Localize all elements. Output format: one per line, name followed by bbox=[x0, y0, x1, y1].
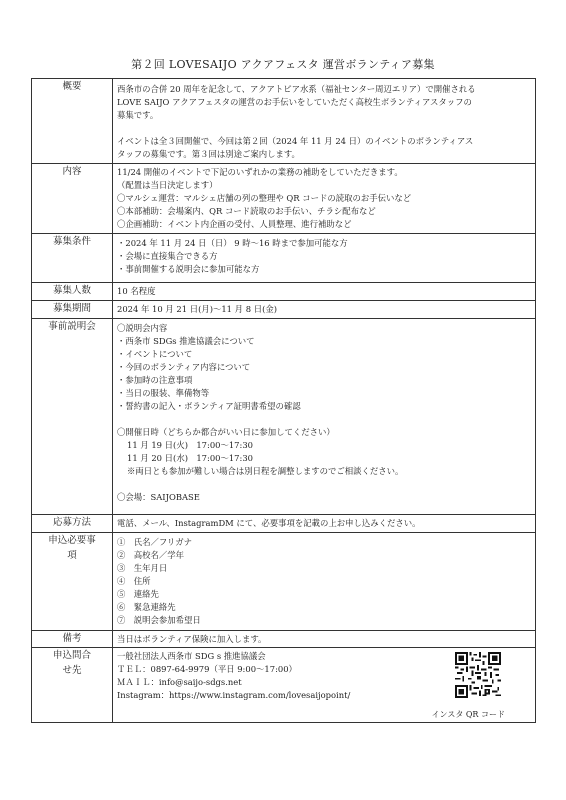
content-line: 〇企画補助：イベント内企画の受付、人員整理、進行補助など bbox=[117, 219, 352, 229]
overview-line: 西条市の合併 20 周年を記念して、アクアトピア水系（福祉センター周辺エリア）で開催される bbox=[117, 84, 476, 94]
overview-line: イベントは全３回開催で、今回は第２回（2024 年 11 月 24 日）のイベントのボランティアス bbox=[117, 136, 474, 146]
briefing-line: 〇開催日時（どちらか都合がいい日に参加してください） bbox=[117, 427, 335, 437]
required-item: ⑦ 説明会参加希望日 bbox=[117, 615, 201, 625]
row-apply-method bbox=[32, 515, 536, 533]
content-line: （配置は当日決定します） bbox=[117, 180, 218, 190]
briefing-line: ・西条市 SDGs 推進協議会について bbox=[117, 336, 255, 346]
label-remarks: 備考 bbox=[32, 631, 113, 648]
content-line: 〇マルシェ運営：マルシェ店舗の列の整理や QR コードの読取のお手伝いなど bbox=[117, 193, 412, 203]
briefing-line: 11 月 19 日(火) 17:00～17:30 bbox=[127, 440, 253, 450]
required-item: ② 高校名／学年 bbox=[117, 550, 184, 560]
required-item: ⑥ 緊急連絡先 bbox=[117, 602, 176, 612]
recruitment-table bbox=[31, 78, 536, 723]
value-apply-method: 電話、メール、InstagramDM にて、必要事項を記載の上お申し込みください。 bbox=[113, 515, 536, 533]
row-required-items bbox=[32, 533, 536, 631]
row-remarks bbox=[32, 631, 536, 648]
label-apply-method: 応募方法 bbox=[32, 515, 113, 533]
required-item: ④ 住所 bbox=[117, 576, 151, 586]
label-briefing: 事前説明会 bbox=[32, 319, 113, 515]
row-briefing bbox=[32, 319, 536, 515]
briefing-line: ・今回のボランティア内容について bbox=[117, 362, 251, 372]
row-conditions bbox=[32, 234, 536, 283]
briefing-line: ・当日の服装、準備物等 bbox=[117, 388, 210, 398]
value-remarks: 当日はボランティア保険に加入します。 bbox=[113, 631, 536, 648]
content-line: 11/24 開催のイベントで下記のいずれかの業務の補助をしていただきます。 bbox=[117, 167, 403, 177]
briefing-line: ・誓約書の記入・ボランティア証明書希望の確認 bbox=[117, 401, 301, 411]
value-required-items bbox=[113, 533, 536, 631]
overview-line bbox=[117, 122, 531, 135]
overview-line: タッフの募集です。第３回は別途ご案内します。 bbox=[117, 149, 300, 159]
row-content bbox=[32, 164, 536, 234]
row-overview bbox=[32, 79, 536, 164]
required-item: ⑤ 連絡先 bbox=[117, 589, 159, 599]
briefing-line: ※両日とも参加が難しい場合は別日程を調整しますのでご相談ください。 bbox=[127, 466, 404, 476]
briefing-line: 11 月 20 日(水) 17:00～17:30 bbox=[127, 453, 253, 463]
required-item: ① 氏名／フリガナ bbox=[117, 537, 192, 547]
label-conditions: 募集条件 bbox=[32, 234, 113, 283]
row-contact bbox=[32, 648, 536, 723]
instagram-qr-code[interactable] bbox=[455, 652, 501, 698]
contact-tel: ＴＥＬ：0897-64-9979（平日 9:00～17:00） bbox=[117, 664, 297, 674]
value-content bbox=[113, 164, 536, 234]
qr-caption: インスタ QR コード bbox=[431, 710, 505, 719]
overview-line: 募集です。 bbox=[117, 110, 159, 120]
briefing-line: 〇説明会内容 bbox=[117, 323, 168, 333]
label-capacity: 募集人数 bbox=[32, 283, 113, 301]
briefing-line bbox=[117, 478, 531, 491]
overview-line: LOVE SAIJO アクアフェスタの運営のお手伝いをしていただく高校生ボランティアスタッフの bbox=[117, 97, 472, 107]
row-period bbox=[32, 301, 536, 319]
value-briefing bbox=[113, 319, 536, 515]
label-contact: 申込問合せ先 bbox=[32, 648, 113, 723]
value-contact bbox=[113, 648, 536, 723]
page-title: 第２回 LOVESAIJO アクアフェスタ 運営ボランティア募集 bbox=[131, 58, 435, 71]
briefing-line: ・イベントについて bbox=[117, 349, 193, 359]
label-period: 募集期間 bbox=[32, 301, 113, 319]
value-capacity: 10 名程度 bbox=[113, 283, 536, 301]
briefing-line bbox=[117, 413, 531, 426]
content-line: 〇本部補助：会場案内、QR コード読取のお手伝い、チラシ配布など bbox=[117, 206, 376, 216]
conditions-line: ・2024 年 11 月 24 日（日） 9 時～16 時まで参加可能な方 bbox=[117, 238, 348, 248]
conditions-line: ・事前開催する説明会に参加可能な方 bbox=[117, 264, 260, 274]
briefing-line: 〇会場：SAIJOBASE bbox=[117, 492, 200, 502]
label-overview: 概要 bbox=[32, 79, 113, 164]
contact-mail: ＭＡＩＬ：info@saijo-sdgs.net bbox=[117, 677, 242, 687]
value-overview bbox=[113, 79, 536, 164]
row-capacity bbox=[32, 283, 536, 301]
label-required-items: 申込必要事項 bbox=[32, 533, 113, 631]
contact-instagram: Instagram：https://www.instagram.com/lovesaijopoint/ bbox=[117, 690, 351, 700]
required-item: ③ 生年月日 bbox=[117, 563, 168, 573]
value-conditions bbox=[113, 234, 536, 283]
label-content: 内容 bbox=[32, 164, 113, 234]
contact-org: 一般社団法人西条市 SDG s 推進協議会 bbox=[117, 651, 266, 661]
value-period: 2024 年 10 月 21 日(月)～11 月 8 日(金) bbox=[113, 301, 536, 319]
briefing-line: ・参加時の注意事項 bbox=[117, 375, 193, 385]
conditions-line: ・会場に直接集合できる方 bbox=[117, 251, 218, 261]
